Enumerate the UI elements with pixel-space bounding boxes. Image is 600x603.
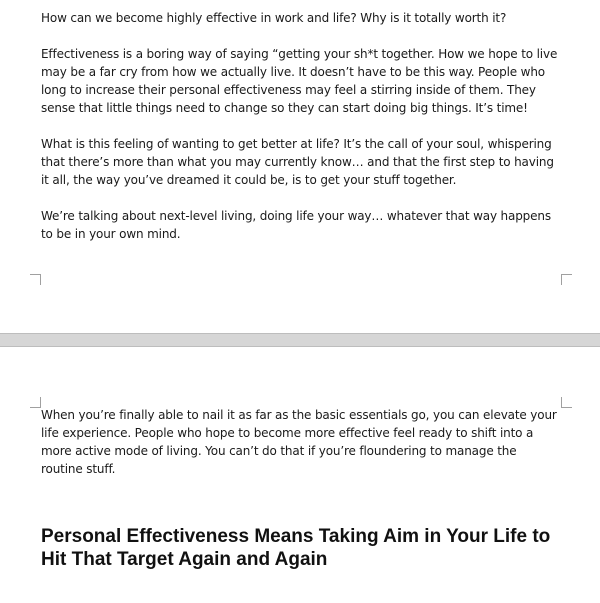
text-boundary-corner-bottom-left: [30, 274, 41, 285]
text-boundary-corner-bottom-right: [561, 274, 572, 285]
text-boundary-corner-top-left: [30, 397, 41, 408]
text-boundary-corner-top-right: [561, 397, 572, 408]
body-paragraph: When you’re finally able to nail it as far as the basic essentials go, you can elevate your life experience. People who hope to become more effective feel ready to shift into a more active mode of living. You can’t do that if you’re floundering to manage the routine stuff.: [41, 408, 557, 476]
body-paragraph: What is this feeling of wanting to get better at life? It’s the call of your soul, whispering that there’s more than what you may currently know… and that the first step to having it all, the way you’ve dreamed it could be, is to get your stuff together.: [41, 137, 554, 187]
body-paragraph: We’re talking about next-level living, doing life your way… whatever that way happens to be in your own mind.: [41, 209, 551, 241]
section-heading: Personal Effectiveness Means Taking Aim in Your Life to Hit That Target Again and Again: [41, 526, 551, 570]
body-paragraph: How can we become highly effective in work and life? Why is it totally worth it?: [41, 11, 507, 25]
document-page-2: [0, 347, 600, 603]
body-paragraph: Effectiveness is a boring way of saying “getting your sh*t together. How we hope to live may be a far cry from how we actually live. It doesn’t have to be this way. People who long to increase their personal effectiveness may feel a stirring inside of them. They sense that little things need to change so they can start doing big things. It’s time!: [41, 47, 558, 115]
page-separator: [0, 333, 600, 347]
